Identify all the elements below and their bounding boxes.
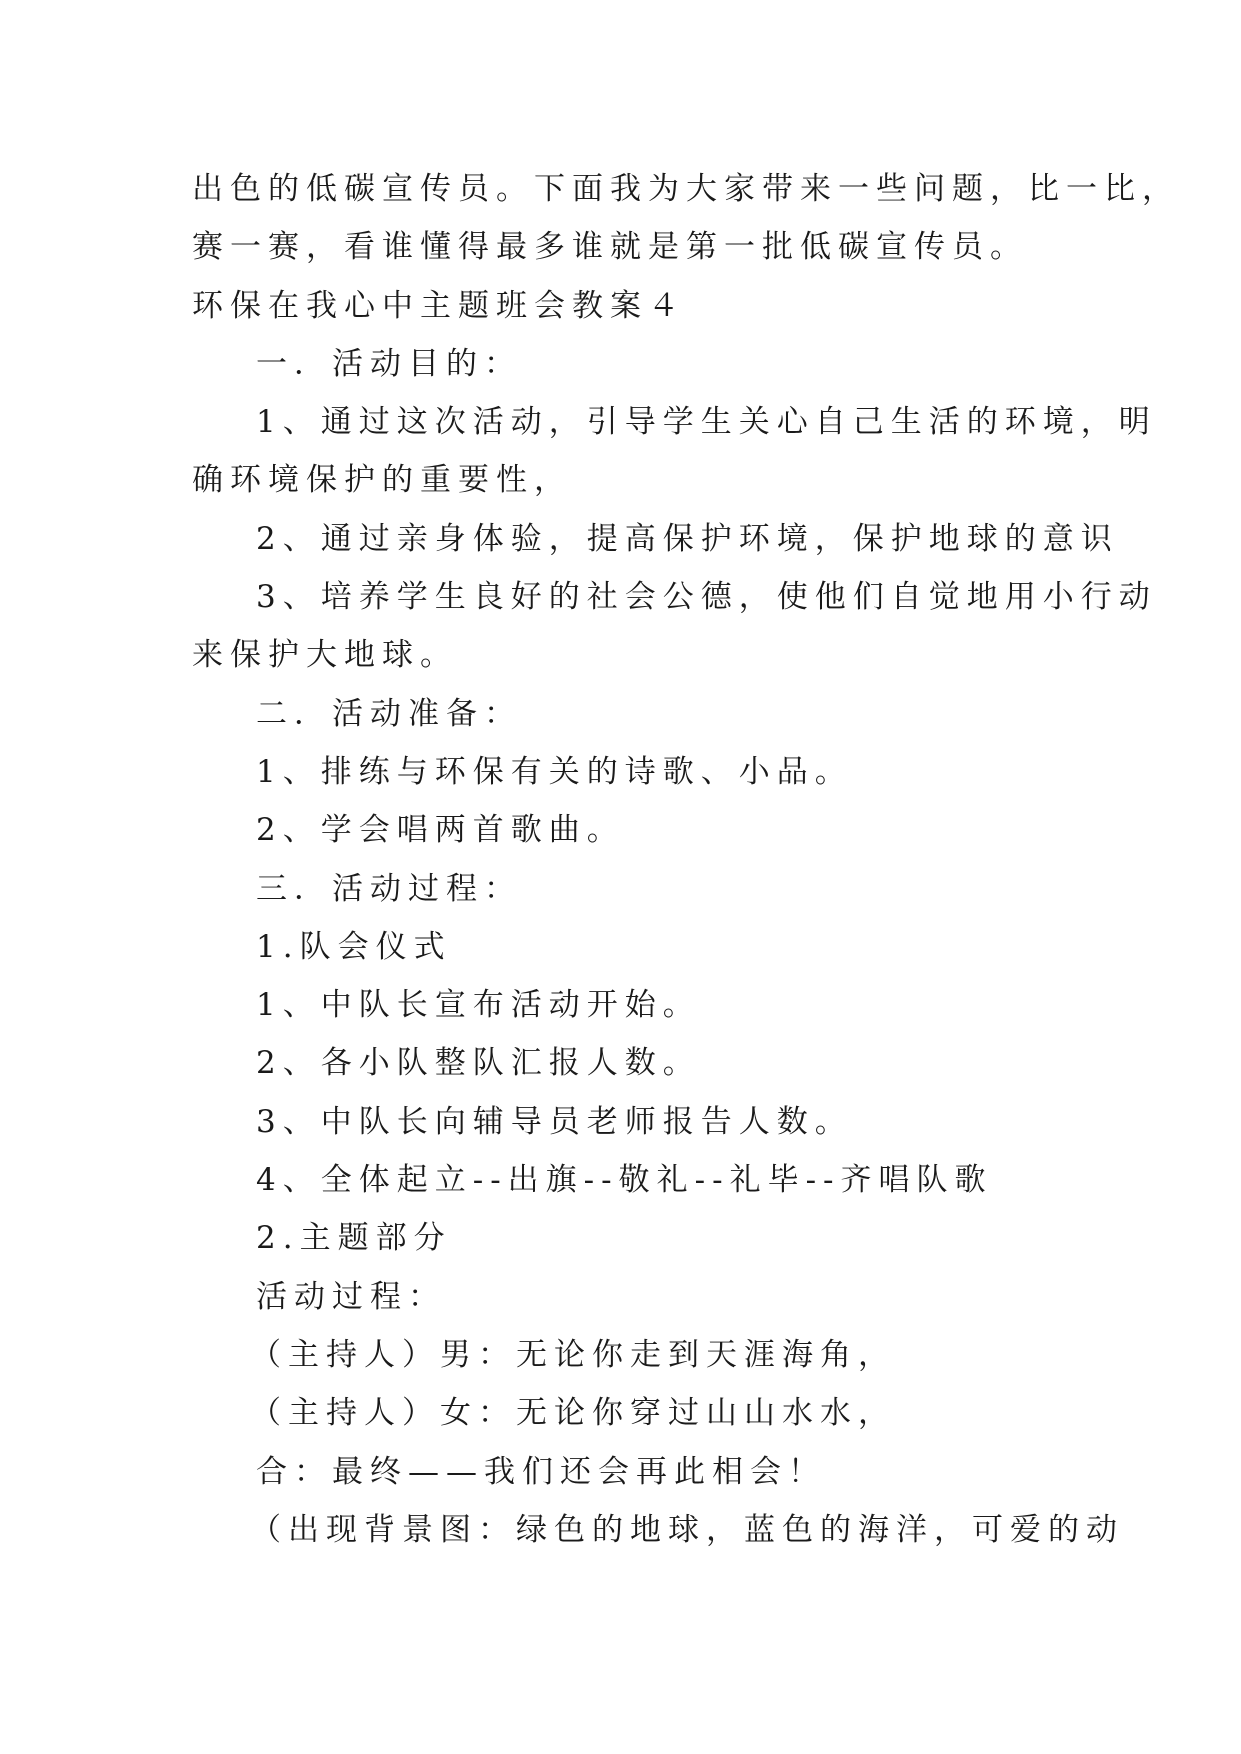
paragraph-line: 3、中队长向辅导员老师报告人数。 (256, 1103, 853, 1140)
paragraph-line: 确环境保护的重要性， (192, 462, 572, 499)
paragraph-line: 1、通过这次活动，引导学生关心自己生活的环境，明 (256, 404, 1157, 441)
paragraph-line: 4、全体起立--出旗--敬礼--礼毕--齐唱队歌 (256, 1162, 993, 1199)
subheading-theme: 2.主题部分 (256, 1220, 452, 1257)
document-body (192, 160, 1180, 1559)
paragraph-line: 赛一赛，看谁懂得最多谁就是第一批低碳宣传员。 (192, 229, 1028, 266)
paragraph-line: 1、排练与环保有关的诗歌、小品。 (256, 753, 853, 790)
heading-activity-process: 三．活动过程： (256, 870, 522, 907)
dialogue-line: （主持人）女：无论你穿过山山水水， (250, 1395, 896, 1432)
paragraph-line: 出色的低碳宣传员。下面我为大家带来一些问题，比一比， (192, 171, 1180, 207)
paragraph-line: 活动过程： (256, 1278, 446, 1315)
heading-activity-goal: 一．活动目的： (256, 345, 522, 382)
paragraph-line: 2、各小队整队汇报人数。 (256, 1045, 701, 1082)
subheading-ceremony: 1.队会仪式 (256, 928, 452, 965)
dialogue-line: （主持人）男：无论你走到天涯海角， (250, 1336, 896, 1373)
heading-activity-preparation: 二．活动准备： (256, 695, 522, 732)
section-title: 环保在我心中主题班会教案４ (192, 287, 686, 324)
paragraph-line: （出现背景图：绿色的地球，蓝色的海洋，可爱的动 (250, 1511, 1124, 1548)
paragraph-line: 3、培养学生良好的社会公德，使他们自觉地用小行动 (256, 579, 1157, 616)
paragraph-line: 1、中队长宣布活动开始。 (256, 987, 701, 1024)
paragraph-line: 2、通过亲身体验，提高保护环境，保护地球的意识 (256, 520, 1119, 557)
dialogue-line: 合：最终——我们还会再此相会！ (256, 1453, 826, 1490)
paragraph-line: 来保护大地球。 (192, 637, 458, 674)
paragraph-line: 2、学会唱两首歌曲。 (256, 812, 625, 849)
